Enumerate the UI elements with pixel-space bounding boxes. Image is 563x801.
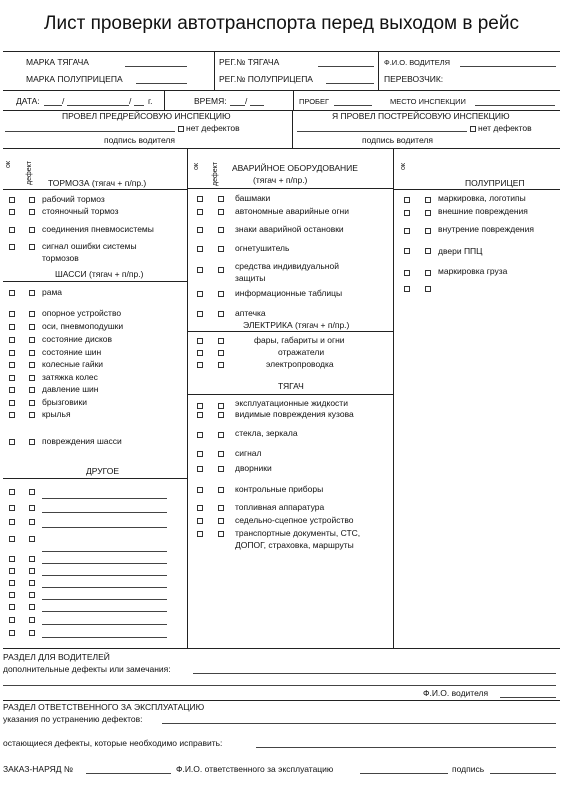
- checklist-item-label: башмаки: [235, 193, 271, 203]
- emergency-lights-defect-checkbox[interactable]: [218, 209, 224, 215]
- checklist-item-label: двери ППЦ: [438, 246, 483, 256]
- post-trip-signature-line[interactable]: [297, 131, 467, 132]
- driver-fio-label: Ф.И.О. водителя: [423, 688, 489, 698]
- tractor-horn-defect-checkbox[interactable]: [218, 451, 224, 457]
- tractor-docs-ok-checkbox[interactable]: [197, 531, 203, 537]
- other-defect-checkbox[interactable]: [29, 568, 35, 574]
- checklist-item-label: давление шин: [42, 384, 99, 394]
- electrics-wiring-defect-checkbox[interactable]: [218, 362, 224, 368]
- checklist-item-label: состояние шин: [42, 347, 102, 357]
- checklist-item-label: маркировка, логотипы: [438, 193, 526, 203]
- emergency-firstaid-ok-checkbox[interactable]: [197, 311, 203, 317]
- mileage-field[interactable]: [334, 105, 372, 106]
- brake-parking-defect-checkbox[interactable]: [29, 209, 35, 215]
- chassis-discs-ok-checkbox[interactable]: [9, 337, 15, 343]
- trailer-doors-defect-checkbox[interactable]: [425, 248, 431, 254]
- checklist-item-label: дворники: [235, 463, 272, 473]
- checklist-item-label: маркировка груза: [438, 266, 508, 276]
- other-defect-checkbox[interactable]: [29, 489, 35, 495]
- responsible-section-rule: [3, 700, 560, 701]
- checklist-item-label: крылья: [42, 409, 71, 419]
- brake-error-defect-checkbox[interactable]: [29, 244, 35, 250]
- tractor-body-ok-checkbox[interactable]: [197, 412, 203, 418]
- electrics-reflectors-ok-checkbox[interactable]: [197, 350, 203, 356]
- responsible-instructions-field[interactable]: [162, 723, 556, 724]
- driver-section-rule: [3, 648, 560, 649]
- electrics-title: ЭЛЕКТРИКА (тягач + п/пр.): [243, 320, 350, 330]
- trailer-rule: [393, 189, 560, 190]
- emergency-lights-ok-checkbox[interactable]: [197, 209, 203, 215]
- date-month-field[interactable]: [67, 105, 129, 106]
- tractor-glass-ok-checkbox[interactable]: [197, 432, 203, 438]
- checklist-item-label: внешние повреждения: [438, 206, 528, 216]
- header-top-rule: [3, 51, 560, 52]
- header-col-divider-1: [214, 51, 215, 90]
- chassis-tires-defect-checkbox[interactable]: [29, 350, 35, 356]
- col-header-ok: ок: [193, 163, 200, 170]
- other-entry-line[interactable]: [42, 637, 167, 638]
- chassis-coupling-ok-checkbox[interactable]: [9, 311, 15, 317]
- trailer-cargo-ok-checkbox[interactable]: [404, 270, 410, 276]
- carrier-label: ПЕРЕВОЗЧИК:: [384, 74, 444, 84]
- chassis-fenders-defect-checkbox[interactable]: [29, 412, 35, 418]
- pre-trip-no-defects-label: нет дефектов: [186, 123, 240, 133]
- other-entry-line[interactable]: [42, 563, 167, 564]
- tractor-fluids-ok-checkbox[interactable]: [197, 403, 203, 409]
- trailer-inner-ok-checkbox[interactable]: [404, 228, 410, 234]
- chassis-fenders-ok-checkbox[interactable]: [9, 412, 15, 418]
- post-trip-no-defects-label: нет дефектов: [478, 123, 532, 133]
- other-ok-checkbox[interactable]: [9, 617, 15, 623]
- checklist-item-label: рабочий тормоз: [42, 194, 105, 204]
- checklist-item-label: средства индивидуальной: [235, 261, 339, 271]
- brakes-rule: [3, 189, 187, 190]
- checklist-col-divider-2: [393, 148, 394, 648]
- pre-trip-signature-line[interactable]: [5, 131, 175, 132]
- checklist-item-label: огнетушитель: [235, 243, 290, 253]
- col-header-defect: дефект: [26, 161, 33, 185]
- inspection-divider: [292, 110, 293, 148]
- trailer-extra-ok-checkbox[interactable]: [404, 286, 410, 292]
- driver-name-field[interactable]: [460, 66, 556, 67]
- tractor-fifthwheel-ok-checkbox[interactable]: [197, 518, 203, 524]
- time-label: ВРЕМЯ:: [194, 96, 227, 106]
- pre-trip-signature-label: подпись водителя: [104, 135, 175, 145]
- tractor-fuel-ok-checkbox[interactable]: [197, 505, 203, 511]
- inspection-bottom-rule: [3, 148, 560, 149]
- tractor-title: ТЯГАЧ: [278, 381, 304, 391]
- responsible-remaining-label: остающиеся дефекты, которые необходимо исправить:: [3, 738, 223, 748]
- responsible-remaining-field[interactable]: [256, 747, 556, 748]
- other-ok-checkbox[interactable]: [9, 592, 15, 598]
- tractor-fluids-defect-checkbox[interactable]: [218, 403, 224, 409]
- checklist-item-label: состояние дисков: [42, 334, 112, 344]
- inspection-place-field[interactable]: [475, 105, 555, 106]
- trailer-reg-label: РЕГ.№ ПОЛУПРИЦЕПА: [219, 74, 313, 84]
- chassis-discs-defect-checkbox[interactable]: [29, 337, 35, 343]
- other-ok-checkbox[interactable]: [9, 568, 15, 574]
- tractor-gauges-defect-checkbox[interactable]: [218, 487, 224, 493]
- emergency-signs-ok-checkbox[interactable]: [197, 227, 203, 233]
- driver-remarks-line[interactable]: [3, 685, 556, 686]
- other-ok-checkbox[interactable]: [9, 630, 15, 636]
- checklist-item-label: затяжка колес: [42, 372, 98, 382]
- chassis-torque-defect-checkbox[interactable]: [29, 375, 35, 381]
- electrics-lights-defect-checkbox[interactable]: [218, 338, 224, 344]
- checklist-col-divider-1: [187, 148, 188, 648]
- other-title: ДРУГОЕ: [86, 466, 120, 476]
- electrics-wiring-ok-checkbox[interactable]: [197, 362, 203, 368]
- col-header-defect: дефект: [212, 162, 219, 186]
- tractor-rule: [188, 394, 393, 395]
- chassis-title: ШАССИ (тягач + п/пр.): [55, 269, 144, 279]
- other-ok-checkbox[interactable]: [9, 604, 15, 610]
- other-defect-checkbox[interactable]: [29, 617, 35, 623]
- other-ok-checkbox[interactable]: [9, 580, 15, 586]
- chassis-pressure-defect-checkbox[interactable]: [29, 387, 35, 393]
- responsible-fio-field[interactable]: [360, 773, 448, 774]
- responsible-signature-label: подпись: [452, 764, 485, 774]
- checklist-item-label: брызговики: [42, 397, 87, 407]
- tractor-wipers-defect-checkbox[interactable]: [218, 466, 224, 472]
- brakes-title: ТОРМОЗА (тягач + п/пр.): [48, 178, 147, 188]
- checklist-item-label: транспортные документы, СТС,: [235, 528, 361, 538]
- checklist-item-label: стояночный тормоз: [42, 206, 119, 216]
- header-col-divider-2: [378, 51, 379, 90]
- checklist-item-label: опорное устройство: [42, 308, 122, 318]
- trailer-cargo-defect-checkbox[interactable]: [425, 270, 431, 276]
- chassis-axles-ok-checkbox[interactable]: [9, 324, 15, 330]
- emergency-title: АВАРИЙНОЕ ОБОРУДОВАНИЕ: [232, 163, 358, 173]
- responsible-instructions-label: указания по устранению дефектов:: [3, 714, 143, 724]
- chassis-pressure-ok-checkbox[interactable]: [9, 387, 15, 393]
- trailer-doors-ok-checkbox[interactable]: [404, 248, 410, 254]
- emergency-rule: [188, 188, 393, 189]
- other-defect-checkbox[interactable]: [29, 505, 35, 511]
- tractor-fifthwheel-defect-checkbox[interactable]: [218, 518, 224, 524]
- other-defect-checkbox[interactable]: [29, 604, 35, 610]
- emergency-firstaid-defect-checkbox[interactable]: [218, 311, 224, 317]
- other-entry-line[interactable]: [42, 599, 167, 600]
- checklist-item-label: информационные таблицы: [235, 288, 343, 298]
- responsible-fio-label: Ф.И.О. ответственного за эксплуатацию: [176, 764, 334, 774]
- responsible-signature-field[interactable]: [490, 773, 556, 774]
- driver-remarks-label: дополнительные дефекты или замечания:: [3, 664, 171, 674]
- chassis-mudflaps-defect-checkbox[interactable]: [29, 400, 35, 406]
- other-entry-line[interactable]: [42, 512, 167, 513]
- other-entry-line[interactable]: [42, 587, 167, 588]
- checklist-item-label: фары, габариты и огни: [254, 335, 345, 345]
- tractor-make-field[interactable]: [125, 66, 187, 67]
- date-separator: /: [62, 96, 65, 106]
- header-divider: [3, 90, 560, 91]
- other-ok-checkbox[interactable]: [9, 505, 15, 511]
- checklist-item-label: автономные аварийные огни: [235, 206, 349, 216]
- emergency-ppe-defect-checkbox[interactable]: [218, 267, 224, 273]
- driver-section-title: РАЗДЕЛ ДЛЯ ВОДИТЕЛЕЙ: [3, 652, 110, 662]
- chassis-frame-defect-checkbox[interactable]: [29, 290, 35, 296]
- other-ok-checkbox[interactable]: [9, 536, 15, 542]
- emergency-subtitle: (тягач + п/пр.): [253, 175, 308, 185]
- chassis-damage-defect-checkbox[interactable]: [29, 439, 35, 445]
- checklist-item-label: сигнал: [235, 448, 262, 458]
- checklist-item-label: защиты: [235, 273, 266, 283]
- post-trip-no-defects-checkbox[interactable]: [470, 126, 476, 132]
- trailer-marking-ok-checkbox[interactable]: [404, 197, 410, 203]
- emergency-ppe-ok-checkbox[interactable]: [197, 267, 203, 273]
- emergency-tables-defect-checkbox[interactable]: [218, 291, 224, 297]
- brake-parking-ok-checkbox[interactable]: [9, 209, 15, 215]
- col-header-ok: ок: [5, 161, 12, 168]
- tractor-reg-label: РЕГ.№ ТЯГАЧА: [219, 57, 280, 67]
- checklist-item-label: стекла, зеркала: [235, 428, 298, 438]
- work-order-field[interactable]: [86, 773, 171, 774]
- inspection-place-label: МЕСТО ИНСПЕКЦИИ: [390, 97, 466, 106]
- tractor-gauges-ok-checkbox[interactable]: [197, 487, 203, 493]
- emergency-tables-ok-checkbox[interactable]: [197, 291, 203, 297]
- date-year-suffix: г.: [148, 96, 153, 106]
- checklist-item-label: эксплуатационные жидкости: [235, 398, 348, 408]
- date-day-field[interactable]: [44, 105, 62, 106]
- other-defect-checkbox[interactable]: [29, 556, 35, 562]
- checklist-item-label: топливная аппаратура: [235, 502, 325, 512]
- chassis-torque-ok-checkbox[interactable]: [9, 375, 15, 381]
- other-ok-checkbox[interactable]: [9, 489, 15, 495]
- other-entry-line[interactable]: [42, 527, 167, 528]
- tractor-reg-field[interactable]: [318, 66, 374, 67]
- tractor-horn-ok-checkbox[interactable]: [197, 451, 203, 457]
- other-entry-line[interactable]: [42, 611, 167, 612]
- trailer-reg-field[interactable]: [326, 83, 374, 84]
- brake-error-ok-checkbox[interactable]: [9, 244, 15, 250]
- checklist-item-label: электропроводка: [266, 359, 334, 369]
- other-ok-checkbox[interactable]: [9, 519, 15, 525]
- checklist-item-label: соединения пневмосистемы: [42, 224, 154, 234]
- date-separator: /: [129, 96, 132, 106]
- chassis-nuts-defect-checkbox[interactable]: [29, 362, 35, 368]
- tractor-make-label: МАРКА ТЯГАЧА: [26, 57, 89, 67]
- tractor-fuel-defect-checkbox[interactable]: [218, 505, 224, 511]
- tractor-docs-defect-checkbox[interactable]: [218, 531, 224, 537]
- chassis-nuts-ok-checkbox[interactable]: [9, 362, 15, 368]
- date-year-field[interactable]: [134, 105, 144, 106]
- tractor-wipers-ok-checkbox[interactable]: [197, 466, 203, 472]
- trailer-make-field[interactable]: [136, 83, 187, 84]
- other-entry-line[interactable]: [42, 551, 167, 552]
- brake-pneumatic-defect-checkbox[interactable]: [29, 227, 35, 233]
- date-label: ДАТА:: [16, 96, 40, 106]
- time-hour-field[interactable]: [230, 105, 245, 106]
- checklist-item-label: аптечка: [235, 308, 266, 318]
- pre-trip-title: ПРОВЕЛ ПРЕДРЕЙСОВУЮ ИНСПЕКЦИЮ: [62, 111, 231, 121]
- checklist-item-label: седельно-сцепное устройство: [235, 515, 354, 525]
- checklist-item-label: рама: [42, 287, 63, 297]
- other-defect-checkbox[interactable]: [29, 580, 35, 586]
- time-minute-field[interactable]: [250, 105, 264, 106]
- chassis-tires-ok-checkbox[interactable]: [9, 350, 15, 356]
- other-defect-checkbox[interactable]: [29, 630, 35, 636]
- brake-service-defect-checkbox[interactable]: [29, 197, 35, 203]
- emergency-chocks-defect-checkbox[interactable]: [218, 196, 224, 202]
- col-header-ok: ок: [400, 163, 407, 170]
- checklist-item-label: тормозов: [42, 253, 79, 263]
- electrics-lights-ok-checkbox[interactable]: [197, 338, 203, 344]
- trailer-make-label: МАРКА ПОЛУПРИЦЕПА: [26, 74, 123, 84]
- other-defect-checkbox[interactable]: [29, 536, 35, 542]
- other-defect-checkbox[interactable]: [29, 519, 35, 525]
- chassis-axles-defect-checkbox[interactable]: [29, 324, 35, 330]
- header-date-divider: [164, 90, 165, 110]
- post-trip-title: Я ПРОВЕЛ ПОСТРЕЙСОВУЮ ИНСПЕКЦИЮ: [332, 111, 510, 121]
- other-entry-line[interactable]: [42, 498, 167, 499]
- emergency-extinguisher-ok-checkbox[interactable]: [197, 246, 203, 252]
- trailer-inner-defect-checkbox[interactable]: [425, 228, 431, 234]
- trailer-title: ПОЛУПРИЦЕП: [465, 178, 525, 188]
- header-time-divider: [293, 90, 294, 110]
- brake-pneumatic-ok-checkbox[interactable]: [9, 227, 15, 233]
- emergency-signs-defect-checkbox[interactable]: [218, 227, 224, 233]
- trailer-extra-defect-checkbox[interactable]: [425, 286, 431, 292]
- chassis-frame-ok-checkbox[interactable]: [9, 290, 15, 296]
- checklist-item-label: сигнал ошибки системы: [42, 241, 137, 251]
- other-defect-checkbox[interactable]: [29, 592, 35, 598]
- chassis-rule: [3, 281, 187, 282]
- post-trip-signature-label: подпись водителя: [362, 135, 433, 145]
- responsible-section-title: РАЗДЕЛ ОТВЕТСТВЕННОГО ЗА ЭКСПЛУАТАЦИЮ: [3, 702, 205, 712]
- other-entry-line[interactable]: [42, 575, 167, 576]
- chassis-coupling-defect-checkbox[interactable]: [29, 311, 35, 317]
- mileage-label: ПРОБЕГ: [299, 97, 330, 106]
- checklist-item-label: оси, пневмоподушки: [42, 321, 124, 331]
- checklist-item-label: видимые повреждения кузова: [235, 409, 354, 419]
- checklist-item-label: знаки аварийной остановки: [235, 224, 344, 234]
- time-separator: /: [245, 96, 248, 106]
- chassis-mudflaps-ok-checkbox[interactable]: [9, 400, 15, 406]
- driver-name-label: Ф.И.О. ВОДИТЕЛЯ: [384, 58, 451, 67]
- checklist-item-label: отражатели: [278, 347, 325, 357]
- page-title: Лист проверки автотранспорта перед выходом в рейс: [44, 13, 519, 34]
- other-ok-checkbox[interactable]: [9, 556, 15, 562]
- other-rule: [3, 478, 187, 479]
- work-order-label: ЗАКАЗ-НАРЯД №: [3, 764, 73, 774]
- emergency-extinguisher-defect-checkbox[interactable]: [218, 246, 224, 252]
- checklist-item-label: ДОПОГ, страховка, маршруты: [235, 540, 354, 550]
- chassis-damage-ok-checkbox[interactable]: [9, 439, 15, 445]
- trailer-outer-defect-checkbox[interactable]: [425, 210, 431, 216]
- checklist-item-label: контрольные приборы: [235, 484, 324, 494]
- tractor-body-defect-checkbox[interactable]: [218, 412, 224, 418]
- electrics-reflectors-defect-checkbox[interactable]: [218, 350, 224, 356]
- checklist-item-label: повреждения шасси: [42, 436, 122, 446]
- other-entry-line[interactable]: [42, 624, 167, 625]
- emergency-chocks-ok-checkbox[interactable]: [197, 196, 203, 202]
- trailer-marking-defect-checkbox[interactable]: [425, 197, 431, 203]
- electrics-rule: [188, 331, 393, 332]
- brake-service-ok-checkbox[interactable]: [9, 197, 15, 203]
- driver-remarks-field[interactable]: [193, 673, 556, 674]
- driver-fio-field[interactable]: [500, 697, 556, 698]
- tractor-glass-defect-checkbox[interactable]: [218, 432, 224, 438]
- trailer-outer-ok-checkbox[interactable]: [404, 210, 410, 216]
- pre-trip-no-defects-checkbox[interactable]: [178, 126, 184, 132]
- checklist-item-label: колесные гайки: [42, 359, 104, 369]
- checklist-item-label: внутрение повреждения: [438, 224, 534, 234]
